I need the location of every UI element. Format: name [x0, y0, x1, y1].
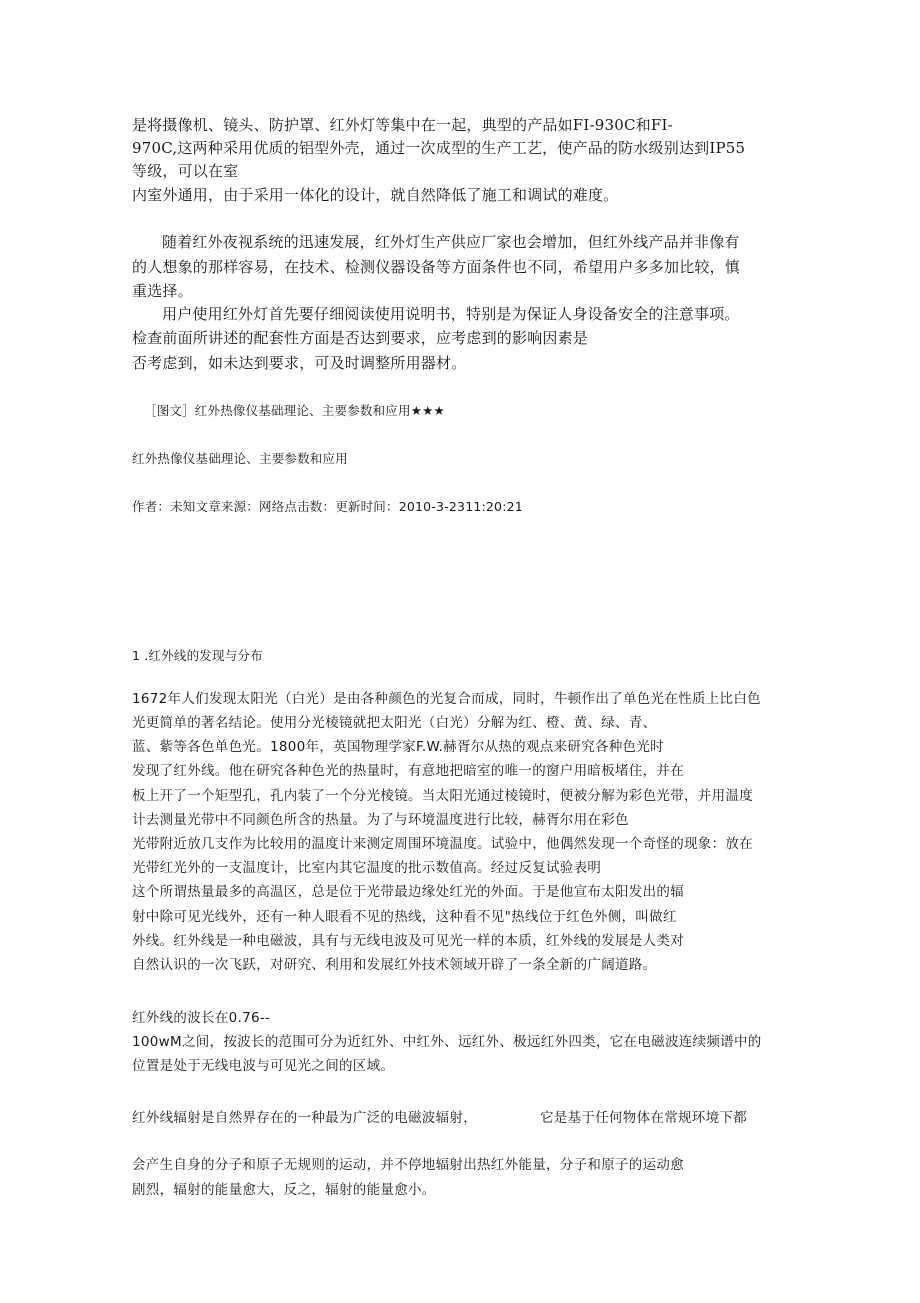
- advice-line: 用户使用红外灯首先要仔细阅读使用说明书，特别是为保证人身设备安全的注意事项。: [162, 305, 740, 323]
- radiation-line: 剧烈，辐射的能量愈大，反之，辐射的能量愈小。: [132, 1182, 436, 1198]
- advice-line: 否考虑到，如未达到要求，可及时调整所用器材。: [132, 354, 467, 372]
- discovery-line: 射中除可见光线外，还有一种人眼看不见的热线，这种看不见"热线位于红色外侧，叫做红: [132, 909, 677, 925]
- wavelength-line: 红外线的波长在0.76--: [132, 1010, 271, 1026]
- discovery-line: 板上开了一个矩型孔，孔内装了一个分光棱镜。当太阳光通过棱镜时，便被分解为彩色光带，并用温度: [132, 788, 753, 804]
- discovery-line: 自然认识的一次飞跃，对研究、利用和发展红外技术领域开辟了一条全新的广阔道路。: [132, 957, 657, 973]
- advice-line: 检查前面所讲述的配套性方面是否达到要求，应考虑到的影响因素是: [132, 329, 589, 347]
- wavelength-line: 位置是处于无线电波与可见光之间的区域。: [132, 1058, 395, 1074]
- discovery-line: 1672年人们发现太阳光（白光）是由各种颜色的光复合而成，同时，牛顿作出了单色光在性质上比白色: [132, 691, 761, 707]
- article-meta: 作者：未知文章来源：网络点击数：更新时间：2010-3-2311:20:21: [132, 499, 523, 514]
- intro-line: 970C,这两种采用优质的铝型外壳，通过一次成型的生产工艺，使产品的防水级别达到IP55: [132, 139, 746, 157]
- discovery-line: 光带附近放几支作为比较用的温度计来测定周围环境温度。试验中，他偶然发现一个奇怪的现象：放在: [132, 836, 753, 852]
- intro-line: 内室外通用，由于采用一体化的设计，就自然降低了施工和调试的难度。: [132, 186, 619, 204]
- wavelength-line: 100wM之间，按波长的范围可分为近红外、中红外、远红外、极远红外四类，它在电磁波连续频谱中的: [132, 1034, 762, 1050]
- discovery-line: 发现了红外线。他在研究各种色光的热量时，有意地把暗室的唯一的窗户用暗板堵住，并在: [132, 763, 684, 779]
- advice-line: 重选择。: [132, 282, 193, 300]
- advice-line: 随着红外夜视系统的迅速发展，红外灯生产供应厂家也会增加，但红外线产品并非像有: [162, 233, 740, 251]
- radiation-line-right: 它是基于任何物体在常规环境下都: [540, 1110, 747, 1126]
- discovery-line: 这个所谓热量最多的高温区，总是位于光带最边缘处红光的外面。于是他宣布太阳发出的辐: [132, 884, 684, 900]
- intro-line: 等级，可以在室: [132, 162, 239, 180]
- intro-line: 是将摄像机、镜头、防护罩、红外灯等集中在一起，典型的产品如FI-930C和FI-: [132, 116, 673, 134]
- discovery-line: 光更简单的著名结论。使用分光棱镜就把太阳光（白光）分解为红、橙、黄、绿、青、: [132, 715, 657, 731]
- article-link[interactable]: ［图文］红外热像仪基础理论、主要参数和应用★★★: [144, 403, 445, 418]
- discovery-line: 光带红光外的一支温度计，比室内其它温度的批示数值高。经过反复试验表明: [132, 860, 602, 876]
- article-title: 红外热像仪基础理论、主要参数和应用: [132, 451, 348, 466]
- discovery-line: 蓝、紫等各色单色光。1800年，英国物理学家F.W.赫胥尔从热的观点来研究各种色光时: [132, 739, 664, 755]
- advice-line: 的人想象的那样容易，在技术、检测仪器设备等方面条件也不同，希望用户多多加比较，慎: [132, 258, 741, 276]
- radiation-line: 会产生自身的分子和原子无规则的运动，并不停地辐射出热红外能量，分子和原子的运动愈: [132, 1157, 684, 1173]
- discovery-line: 外线。红外线是一种电磁波，具有与无线电波及可见光一样的本质，红外线的发展是人类对: [132, 933, 684, 949]
- section-heading: 1 .红外线的发现与分布: [132, 648, 263, 663]
- discovery-line: 计去测量光带中不同颜色所含的热量。为了与环境温度进行比较，赫胥尔用在彩色: [132, 812, 629, 828]
- radiation-line-left: 红外线辐射是自然界存在的一种最为广泛的电磁波辐射，: [132, 1110, 477, 1126]
